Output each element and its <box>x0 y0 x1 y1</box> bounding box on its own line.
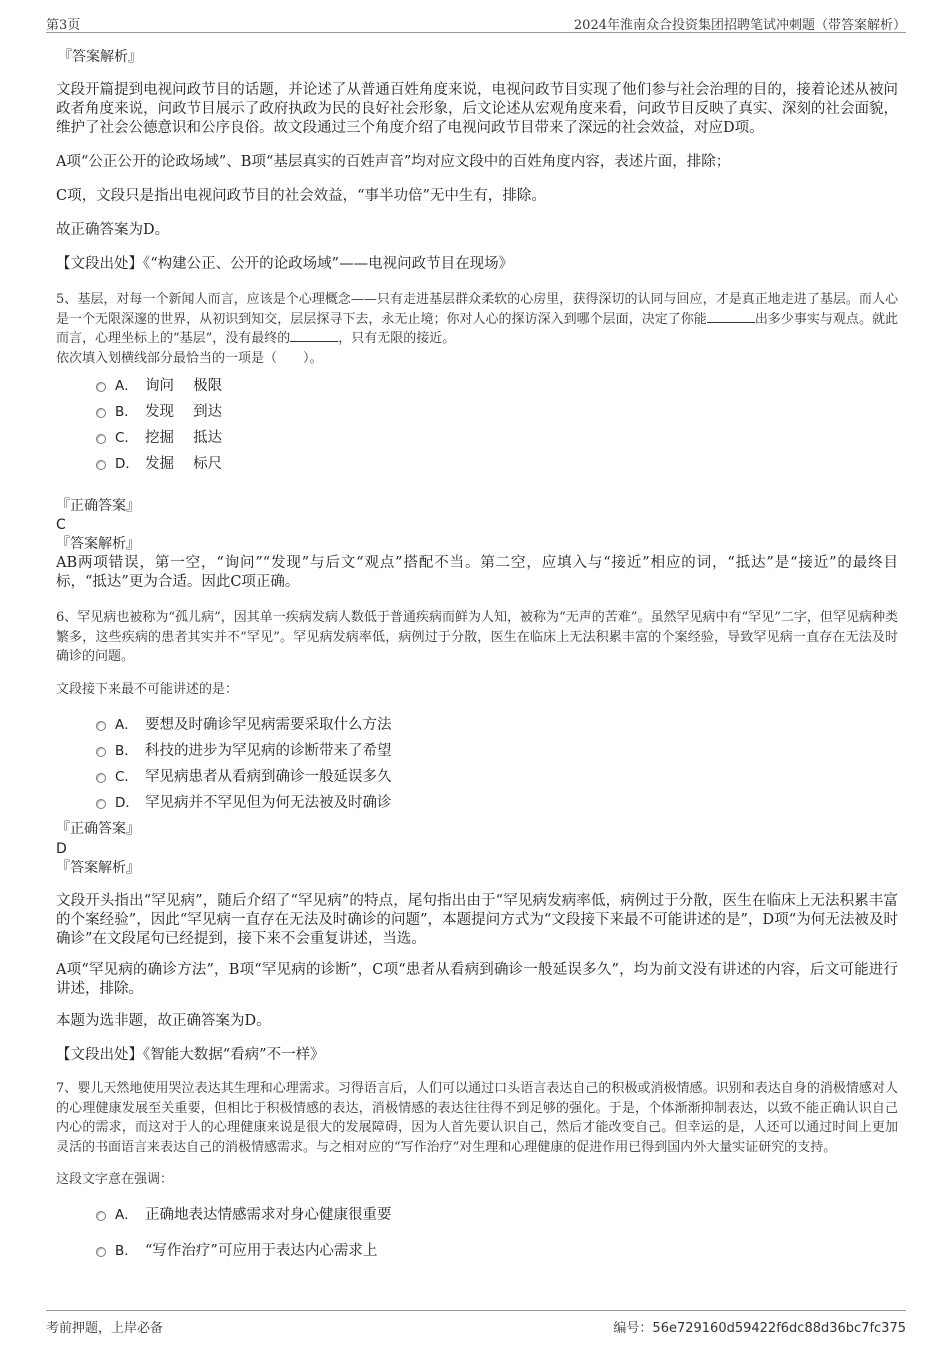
q7-options <box>56 1202 898 1264</box>
page-header <box>46 12 906 33</box>
q6-stem: 6、罕见病也被称为“孤儿病”，因其单一疾病发病人数低于普通疾病而鲜为人知，被称为“无声的苦难”。虽然罕见病中有“罕见”二字，但罕见病种类繁多，这些疾病的患者其实并不“罕见”。罕见病发病率低，病例过于分散，医生在临床上无法积累丰富的个案经验，导致罕见病一直存在无法及时确诊的问题。 <box>56 610 898 664</box>
page-footer <box>46 1310 906 1337</box>
q6-option-c[interactable]: C． 罕见病患者从看病到确诊一般延误多久 <box>96 764 898 790</box>
q5-stem: 5、基层，对每一个新闻人而言，应该是个心理概念——只有走进基层群众柔软的心房里，获得深切的认同与回应，才是真正地走进了基层。而人心是一个无限深邃的世界，从初识到知交，层层探寻下去，永无止境；你对人心的探访深入到哪个层面，决定了你能 出多少事实与观点。就此而言，心理坐标上的“基层”，没有最终的 ，只有无限的接近。 <box>56 292 898 346</box>
q6-analysis-p3: 本题为选非题，故正确答案为D。 <box>56 1013 271 1029</box>
radio-button-icon[interactable] <box>96 434 106 444</box>
fill-blank-1 <box>707 310 755 323</box>
q5-option-a[interactable]: A． 询问 极限 <box>96 373 898 399</box>
q5-correct-label: 『正确答案』 <box>56 498 140 514</box>
fill-blank-2 <box>290 329 338 342</box>
q6-options <box>56 712 898 816</box>
q5-analysis: AB两项错误，第一空，“询问”“发现”与后文“观点”搭配不当。第二空，应填入与“接近”相应的词，“抵达”是“接近”的最终目标，“抵达”更为合适。因此C项正确。 <box>56 555 898 590</box>
q4-source: 【文段出处】《“构建公正、公开的论政场域”——电视问政节目在现场》 <box>56 256 514 272</box>
q6-source: 【文段出处】《智能大数据“看病”不一样》 <box>56 1047 325 1063</box>
radio-button-icon[interactable] <box>96 1211 106 1221</box>
radio-button-icon[interactable] <box>96 460 106 470</box>
page-number: 第3页 <box>46 18 81 33</box>
footer-slogan: 考前押题，上岸必备 <box>46 1321 164 1336</box>
q7-stem: 7、婴儿天然地使用哭泣表达其生理和心理需求。习得语言后，人们可以通过口头语言表达自己的积极或消极情感。识别和表达自身的消极情感对人的心理健康发展至关重要，但相比于积极情感的表达，消极情感的表达往往得不到足够的强化。于是，个体渐渐抑制表达，以致不能正确认识自己内心的需求，而这对于人的心理健康来说是很大的发展障碍，因为人首先要认识自己，然后才能改变自己。但幸运的是，人还可以通过时间上更加灵活的书面语言来表达自己的消极情感需求。与之相对应的“写作治疗”对生理和心理健康的促进作用已得到国内外大量实证研究的支持。 <box>56 1081 898 1155</box>
radio-button-icon[interactable] <box>96 408 106 418</box>
q5-correct-answer: C <box>56 517 66 533</box>
q6-option-d[interactable]: D． 罕见病并不罕见但为何无法被及时确诊 <box>96 790 898 816</box>
q7-option-b[interactable]: B． “写作治疗”可应用于表达内心需求上 <box>96 1238 898 1264</box>
q4-analysis-p1: 文段开篇提到电视问政节目的话题，并论述了从普通百姓角度来说，电视问政节目实现了他们参与社会治理的目的，接着论述从被问政者角度来说，问政节目展示了政府执政为民的良好社会形象，后文论述从宏观角度来看，问政节目反映了真实、深刻的社会面貌，维护了社会公德意识和公序良俗。故文段通过三个角度介绍了电视问政节目带来了深远的社会效益，对应D项。 <box>56 82 898 136</box>
q5-analysis-label: 『答案解析』 <box>56 536 140 552</box>
radio-button-icon[interactable] <box>96 721 106 731</box>
q7-prompt: 这段文字意在强调： <box>56 1172 174 1187</box>
q5-option-b[interactable]: B． 发现 到达 <box>96 399 898 425</box>
q6-analysis-p2: A项“罕见病的确诊方法”，B项“罕见病的诊断”，C项“患者从看病到确诊一般延误多久”，均为前文没有讲述的内容，后文可能进行讲述，排除。 <box>56 962 898 997</box>
radio-button-icon[interactable] <box>96 799 106 809</box>
q5-option-c[interactable]: C． 挖掘 抵达 <box>96 425 898 451</box>
q5-options <box>56 373 898 477</box>
q4-analysis-p2: A项“公正公开的论政场域”、B项“基层真实的百姓声音”均对应文段中的百姓角度内容，表述片面，排除； <box>56 154 731 170</box>
q4-analysis-label: 『答案解析』 <box>58 49 142 65</box>
q4-analysis-p4: 故正确答案为D。 <box>56 222 170 238</box>
radio-button-icon[interactable] <box>96 747 106 757</box>
q6-analysis-p1: 文段开头指出“罕见病”，随后介绍了“罕见病”的特点，尾句指出由于“罕见病发病率低，病例过于分散，医生在临床上无法积累丰富的个案经验”，因此“罕见病一直存在无法及时确诊的问题”，本题提问方式为“文段接下来最不可能讲述的是”，D项“为何无法被及时确诊”在文段尾句已经提到，接下来不会重复讲述，当选。 <box>56 893 898 947</box>
page-content <box>56 44 898 1264</box>
radio-button-icon[interactable] <box>96 1247 106 1257</box>
document-title: 2024年淮南众合投资集团招聘笔试冲刺题（带答案解析） <box>573 18 906 33</box>
q6-analysis-label: 『答案解析』 <box>56 860 140 876</box>
q5-prompt: 依次填入划横线部分最恰当的一项是（ ）。 <box>56 350 323 366</box>
radio-button-icon[interactable] <box>96 382 106 392</box>
q5-option-d[interactable]: D． 发掘 标尺 <box>96 451 898 477</box>
q6-correct-label: 『正确答案』 <box>56 821 140 837</box>
q6-correct-answer: D <box>56 841 67 857</box>
q4-analysis-p3: C项，文段只是指出电视问政节目的社会效益，“事半功倍”无中生有，排除。 <box>56 188 546 204</box>
q6-option-b[interactable]: B． 科技的进步为罕见病的诊断带来了希望 <box>96 738 898 764</box>
q6-prompt: 文段接下来最不可能讲述的是： <box>56 681 239 697</box>
q7-option-a[interactable]: A． 正确地表达情感需求对身心健康很重要 <box>96 1202 898 1238</box>
document-code: 编号：56e729160d59422f6dc88d36bc7fc375 <box>613 1321 906 1336</box>
radio-button-icon[interactable] <box>96 773 106 783</box>
q6-option-a[interactable]: A． 要想及时确诊罕见病需要采取什么方法 <box>96 712 898 738</box>
